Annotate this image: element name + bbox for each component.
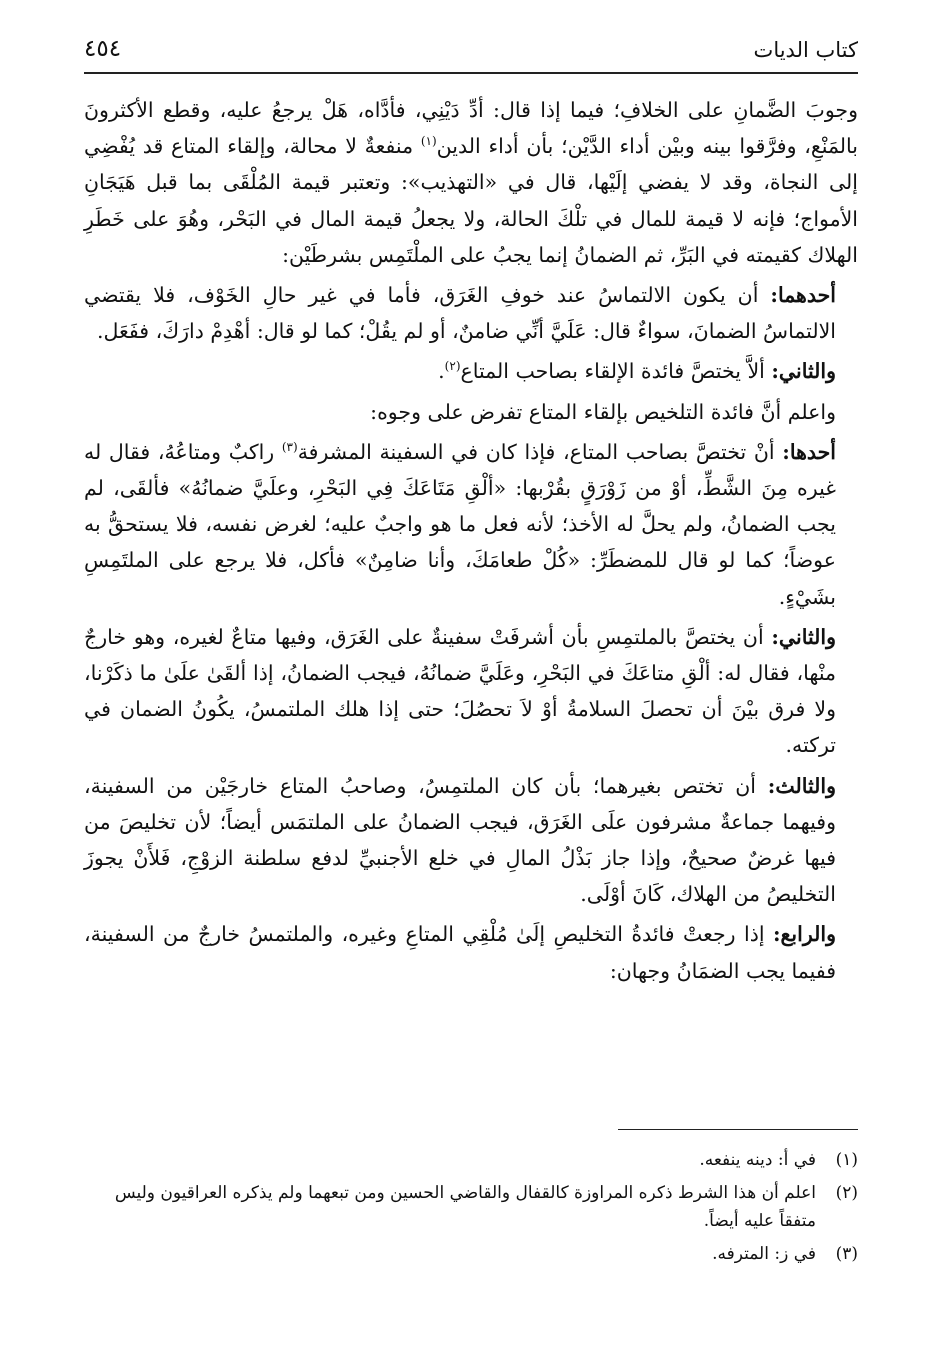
- paragraph-lead: والثالث:: [767, 773, 836, 798]
- footnote-number: (١): [835, 1150, 858, 1170]
- footnote-number: (٣): [835, 1244, 858, 1264]
- footnote: [84, 1240, 858, 1268]
- paragraph-text-cont: .: [438, 359, 445, 384]
- running-header: [84, 34, 858, 74]
- footnote-ref[interactable]: (٢): [444, 359, 461, 374]
- paragraph: [84, 768, 858, 913]
- paragraph-text: أن يكون الالتماسُ عند خوفِ الغَرَق، فأما في غير حالِ الخَوْف، فلا يقتضي الالتماسُ الضمانَ، سواءٌ قال: عَلَيَّ أنِّي ضامنٌ، أو لم يقُلْ؛ كما لو قال: أهْدِمْ دارَكَ، ففَعَل.: [84, 283, 836, 344]
- main-text: [84, 92, 858, 989]
- paragraph-text-cont: راكبٌ ومتاعُهُ، فقال له غيره مِنَ الشَّطِّ، أوْ من زَوْرَقٍ بقُرْبها: «ألْقِ مَتَاعَكَ فِي البَحْرِ، وعلَيَّ ضمانُهُ» فألقَى، لم يجب الضمانُ، ولم يحلَّ له الأخذ؛ لأنه فعل ما هو واجبٌ عليه؛ لغرض نفسه، فلا يستحقُّ به عوضاً؛ كما لو قال للمضطَرِّ: «كُلْ طعامَكَ، وأنا ضامِنٌ» فأكل، فلا يرجع على الملتَمِسِ بشَيْءٍ.: [84, 439, 836, 609]
- footnote-text: اعلم أن هذا الشرط ذكره المراوزة كالقفال والقاضي الحسين ومن تبعهما ولم يذكره العراقيون وليس متفقاً عليه أيضاً.: [114, 1183, 816, 1231]
- paragraph-text: أنْ تختصَّ بصاحب المتاع، فإذا كان في السفينة المشرفة: [297, 439, 783, 464]
- paragraph-text: أن تختص بغيرهما؛ بأن كان الملتمِسُ، وصاحبُ المتاع خارجَيْن من السفينة، وفيهما جماعةٌ مشرفون علَى الغَرَق، فيجب الضمانُ على الملتمَس أيضاً؛ لأن تخليصَ من فيها غرضٌ صحيحٌ، وإذا جاز بَذْلُ المالِ في خلع الأجنبيِّ لدفع سلطنة الزوْجِ، فَلأَنْ يجوزَ التخليصُ من الهلاك، كَانَ أوْلَى.: [84, 773, 836, 907]
- paragraph-text-cont: منفعةٌ لا محالة، وإلقاء المتاع قد يُفْضِي إلى النجاة، وقد لا يفضي إلَيْها، قال في «التهذيب»: وتعتبر قيمة المُلْقَى بما قبل هَيَجَانِ الأمواج؛ فإنه لا قيمة للمال في تلْكَ الحالة، ولا يجعلُ قيمة المال في البَحْر، وهُوَ على خَطَرِ الهلاك كقيمته في البَرِّ، ثم الضمانُ إنما يجبُ على الملْتَمِس بشرطَيْن:: [84, 134, 858, 267]
- paragraph: [84, 434, 858, 615]
- footnote-ref[interactable]: (٣): [281, 440, 298, 454]
- footnote-ref[interactable]: (١): [420, 134, 437, 149]
- book-title: كتاب الديات: [753, 38, 858, 62]
- paragraph-text: وجوبَ الضَّمانِ على الخلافِ؛ فيما إذا قال: أدِّ دَيْنِي، فأدَّاه، هَلْ يرجعُ عليه، وقطع الأكثرونَ بالمَنْعِ، وفرَّقوا بينه وبيْن أداء الدَّيْن؛ بأن أداء الدين: [84, 98, 858, 159]
- footnote-text: في أ: دينه ينفعه.: [699, 1150, 816, 1170]
- page: [84, 34, 858, 1321]
- paragraph-lead: والرابع:: [772, 922, 836, 947]
- paragraph: [84, 619, 858, 764]
- paragraph: [84, 916, 858, 988]
- footnote-text: في ز: المترفه.: [712, 1244, 816, 1264]
- paragraph-lead: أحدهما:: [770, 283, 836, 308]
- paragraph-lead: والثاني:: [771, 359, 836, 384]
- paragraph-text: إذا رجعتْ فائدةُ التخليصِ إلَىٰ مُلْقِي المتاعِ وغيره، والملتمسُ خارجٌ من السفينة، ففيما يجب الضمَانُ وجهان:: [84, 922, 836, 983]
- paragraph: [84, 394, 858, 430]
- footnote-divider: [618, 1129, 858, 1130]
- footnote: [84, 1179, 858, 1235]
- footnote: [84, 1146, 858, 1174]
- paragraph-text: واعلم أنَّ فائدة التلخيص بإلقاء المتاع تفرض على وجوه:: [370, 399, 836, 424]
- paragraph-lead: والثاني:: [771, 624, 836, 649]
- page-number: ٤٥٤: [84, 36, 122, 62]
- paragraph: [84, 277, 858, 349]
- paragraph-text: ألاَّ يختصَّ فائدة الإلقاء بصاحب المتاع: [460, 359, 772, 384]
- paragraph-text: أن يختصَّ بالملتمِسِ بأن أشرفَتْ سفينةٌ على الغَرَق، وفيها متاعٌ لغيره، وهو خارجٌ منْها، فقال له: ألْقِ متاعَكَ في البَحْرِ، وعَلَيَّ ضمانُهُ، فيجب الضمانُ، إذا ألقَىٰ علَىٰ ما ذكَرْنا، ولا فرق بيْنَ أن تحصلَ السلامةُ أوْ لاَ تحصُلَ؛ حتى إذا هلك الملتمسُ، يكُونُ الضمان في تركته.: [84, 624, 836, 758]
- paragraph: [84, 353, 858, 389]
- paragraph: [84, 92, 858, 273]
- footnotes: [84, 1129, 858, 1273]
- footnote-number: (٢): [835, 1183, 858, 1203]
- paragraph-lead: أحدها:: [782, 439, 837, 464]
